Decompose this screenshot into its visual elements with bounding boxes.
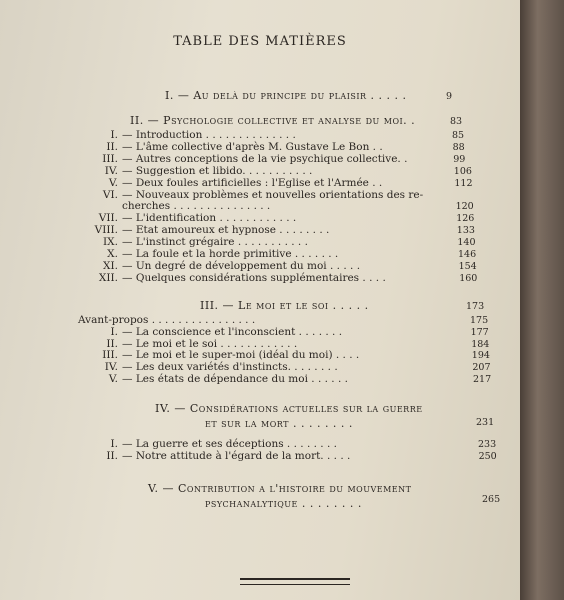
toc-entry	[78, 260, 360, 272]
toc-entry-text: — Etat amoureux et hypnose . . . . . . . .	[122, 224, 330, 237]
toc-entry-page: 194	[471, 350, 490, 362]
toc-entry	[78, 165, 312, 177]
toc-entry	[78, 236, 308, 248]
toc-entry-numeral: I.	[110, 438, 118, 450]
toc-entry-numeral: III.	[102, 152, 118, 165]
toc-entry-page: 250	[478, 451, 497, 462]
toc-entry	[78, 349, 359, 361]
toc-entry-text: — Nouveaux problèmes et nouvelles orientations des re-	[122, 188, 424, 201]
toc-entry	[78, 129, 296, 141]
part-2-title: II. — Psychologie collective et analyse du moi. .	[130, 114, 416, 127]
toc-entry-text: Avant-propos . . . . . . . . . . . . . . . .	[78, 314, 256, 326]
toc-entry	[78, 153, 407, 165]
toc-entry	[78, 373, 348, 385]
toc-entry-text: — La guerre et ses déceptions . . . . . . . .	[122, 438, 337, 450]
toc-entry-text: — Le moi et le super-moi (idéal du moi) . . . .	[122, 349, 360, 362]
toc-entry-numeral: V.	[108, 176, 118, 189]
toc-entry-text: — L'instinct grégaire . . . . . . . . . . .	[122, 236, 308, 249]
toc-entry-page: 88	[452, 141, 465, 153]
toc-entry-page: 126	[456, 213, 475, 225]
toc-entry-page: 160	[459, 272, 478, 284]
part-5-page: 265	[482, 494, 501, 505]
part-4-title-line2: et sur la mort . . . . . . . .	[205, 417, 353, 430]
toc-entry-numeral: III.	[102, 349, 118, 362]
toc-entry-page: 146	[458, 249, 477, 260]
end-ornament	[240, 578, 350, 585]
part-3-title: III. — Le moi et le soi . . . . .	[200, 299, 369, 312]
toc-entry-numeral: VI.	[102, 188, 118, 201]
toc-entry-text: — Un degré de développement du moi . . . . .	[122, 259, 361, 272]
toc-entry	[78, 338, 297, 350]
toc-entry-text: — Quelques considérations supplémentaires . . . .	[122, 271, 386, 284]
toc-entry-page: 184	[471, 338, 490, 350]
toc-entry-text: — Les états de dépendance du moi . . . . . .	[122, 373, 348, 385]
part-5-title: V. — Contribution a l'histoire du mouvement	[148, 482, 412, 495]
toc-entry-text: — Suggestion et libido. . . . . . . . . . .	[122, 164, 313, 177]
toc-entry	[78, 224, 329, 236]
toc-entry-page: 217	[473, 374, 492, 385]
toc-entry	[78, 438, 337, 450]
toc-entry-numeral: II.	[106, 337, 118, 350]
toc-entry-page: 99	[453, 153, 466, 165]
toc-entry-text: cherches . . . . . . . . . . . . . . .	[122, 200, 271, 213]
toc-entry-numeral: X.	[107, 248, 118, 260]
toc-entry	[78, 326, 342, 338]
toc-entry-page: 154	[458, 260, 477, 272]
toc-entry-page: 140	[457, 237, 476, 249]
part-3-page: 173	[466, 301, 485, 312]
toc-entry-text: — Deux foules artificielles : l'Eglise et l'Armée . .	[122, 176, 383, 189]
toc-entry-page: 112	[454, 177, 473, 189]
toc-entry	[78, 314, 255, 326]
toc-entry-numeral: I.	[110, 129, 118, 141]
toc-entry-numeral: IV.	[104, 164, 118, 177]
book-edge	[520, 0, 564, 600]
toc-entry-numeral: I.	[110, 325, 118, 338]
toc-entry-page: 175	[470, 315, 489, 326]
toc-entry-page: 233	[478, 439, 497, 450]
toc-entry-text: — Autres conceptions de la vie psychique collective. .	[122, 152, 408, 165]
toc-entry-text: — Le moi et le soi . . . . . . . . . . . .	[122, 337, 298, 350]
toc-entry-page: 133	[456, 225, 475, 237]
toc-entry-numeral: IV.	[104, 361, 118, 374]
toc-entry-page: 177	[470, 326, 489, 338]
part-4-title: IV. — Considérations actuelles sur la guerre	[155, 402, 423, 415]
toc-entry	[78, 272, 386, 284]
toc-entry	[78, 450, 350, 462]
part-2-page: 83	[450, 116, 463, 127]
toc-entry-page: 207	[472, 362, 491, 374]
toc-entry	[78, 189, 423, 201]
toc-entry-text: — La foule et la horde primitive . . . . . . .	[122, 248, 339, 260]
toc-entry-numeral: VII.	[98, 212, 118, 225]
toc-entry-text: — Les deux variétés d'instincts. . . . . . . .	[122, 361, 338, 374]
part-1-title: I. — Au delà du principe du plaisir . . . . .	[165, 89, 407, 102]
toc-entry	[78, 177, 382, 189]
toc-entry	[78, 248, 338, 260]
toc-entry-numeral: VIII.	[94, 224, 118, 237]
part-1-page: 9	[446, 91, 453, 102]
toc-entry-text: — Introduction . . . . . . . . . . . . . .	[122, 129, 296, 141]
toc-entry-numeral: V.	[108, 373, 118, 385]
toc-entry-numeral: II.	[106, 450, 118, 462]
toc-entry	[78, 141, 383, 153]
toc-entry-page: 120	[455, 201, 474, 213]
toc-entry	[78, 212, 296, 224]
toc-entry-page: 106	[453, 165, 472, 177]
toc-entry-text: — L'âme collective d'après M. Gustave Le Bon . .	[122, 140, 383, 153]
part-5-title-line2: psychanalytique . . . . . . . .	[205, 497, 362, 510]
toc-entry	[78, 200, 270, 212]
page-title: TABLE DES MATIÈRES	[173, 34, 347, 49]
toc-entry-numeral: II.	[106, 140, 118, 153]
toc-entry-text: — Notre attitude à l'égard de la mort. . . . .	[122, 450, 351, 462]
toc-entry-numeral: IX.	[103, 236, 118, 249]
toc-entry-text: — L'identification . . . . . . . . . . . .	[122, 212, 297, 225]
toc-entry	[78, 361, 338, 373]
part-4-page: 231	[476, 417, 495, 428]
toc-entry-text: — La conscience et l'inconscient . . . . . . .	[122, 325, 343, 338]
toc-entry-numeral: XII.	[98, 271, 118, 284]
toc-entry-page: 85	[452, 130, 465, 141]
toc-entry-numeral: XI.	[103, 259, 118, 272]
